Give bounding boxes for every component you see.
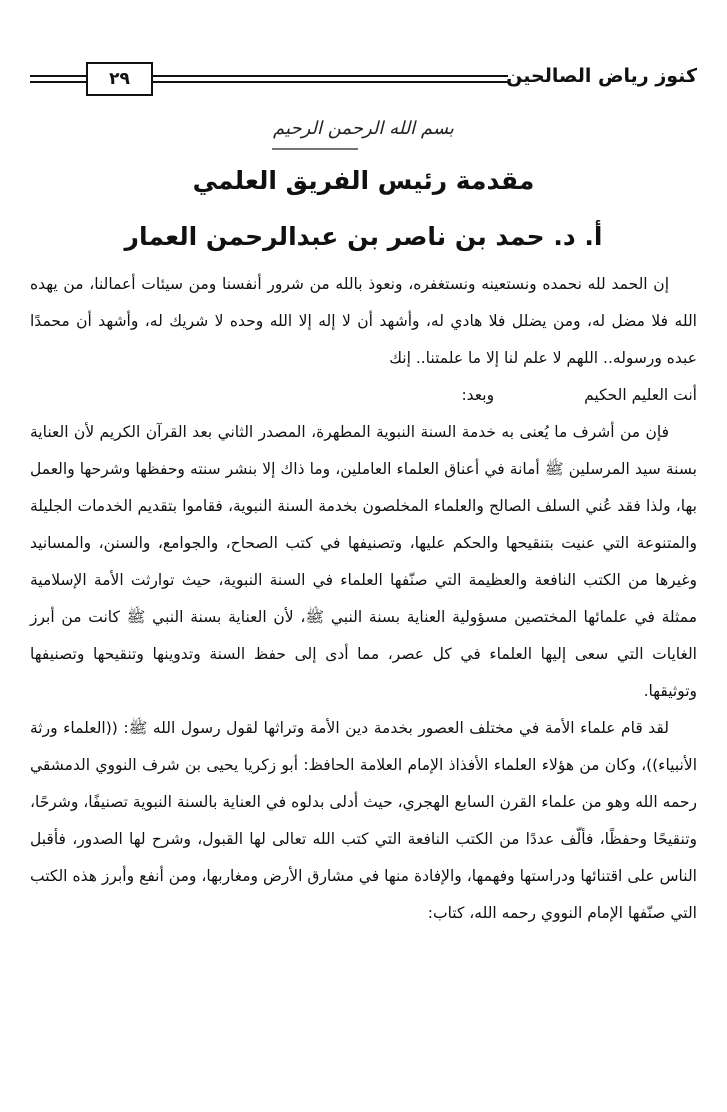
paragraph-sunnah-service: فإن من أشرف ما يُعنى به خدمة السنة النبوية المطهرة، المصدر الثاني بعد القرآن الكريم لأن العناية بسنة سيد المرسلين ﷺ أمانة في أعناق العلماء العاملين، وما ذاك إلا بنشر سنته وحفظها وشرحها والعمل بها، ولذا فقد عُني السلف الصالح والعلماء المخلصون بخدمة السنة النبوية، فقاموا بتقديم الخدمات الجليلة والمتنوعة التي عنيت بتنقيحها والحكم عليها، وتصنيفها في كتب الصحاح، والجوامع، والسنن، والمسانيد وغيرها من الكتب النافعة والعظيمة التي صنّفها العلماء في السنة النبوية، حيث توارثت الأمة الإسلامية ممثلة في علمائها المختصين مسؤولية العناية بسنة النبي ﷺ، لأن العناية بسنة النبي ﷺ كانت من أبرز الغايات التي سعى إليها العلماء في كل عصر، مما أدى إلى حفظ السنة وتدوينها وتنقيحها وتصنيفها وتوثيقها. bbox=[30, 423, 697, 700]
author-line: أ. د. حمد بن ناصر بن عبدالرحمن العمار bbox=[124, 222, 603, 251]
body-text bbox=[30, 266, 697, 932]
running-header-title: كنوز رياض الصالحين bbox=[506, 65, 697, 87]
section-title: مقدمة رئيس الفريق العلمي bbox=[192, 166, 535, 195]
wa-bad-phrase: وبعد: bbox=[461, 386, 495, 404]
paragraph-closing-line bbox=[30, 377, 697, 414]
header-rule-right bbox=[153, 75, 508, 83]
page-number: ٢٩ bbox=[86, 62, 153, 96]
basmala-flourish bbox=[272, 146, 358, 152]
basmala: بسم الله الرحمن الرحيم bbox=[273, 118, 454, 139]
paragraph-scholars: لقد قام علماء الأمة في مختلف العصور بخدمة دين الأمة وتراثها لقول رسول الله ﷺ: ((العلماء ورثة الأنبياء))، وكان من هؤلاء العلماء الأفذاذ الإمام العلامة الحافظ: أبو زكريا يحيى بن شرف النووي الدمشقي رحمه الله وهو من علماء القرن السابع الهجري، حيث أدلى بدلوه في العناية بالسنة النبوية تصنيفًا، وشرحًا، وتنقيحًا وحفظًا، فألّف عددًا من الكتب النافعة التي كتب الله تعالى لها القبول، وشرح لها الصدور، فأقبل الناس على اقتنائها ودراستها وفهمها، والإفادة منها في مشارق الأرض ومغاربها، ومن أنفع وأبرز هذه الكتب التي صنّفها الإمام النووي رحمه الله، كتاب: bbox=[30, 719, 697, 922]
closing-phrase: أنت العليم الحكيم bbox=[584, 386, 697, 404]
header-rule-left bbox=[30, 75, 86, 83]
paragraph-opening: إن الحمد لله نحمده ونستعينه ونستغفره، ونعوذ بالله من شرور أنفسنا ومن سيئات أعمالنا، من يهده الله فلا مضل له، ومن يضلل فلا هادي له، وأشهد أن لا إله إلا الله وحده لا شريك له، وأشهد أن محمدًا عبده ورسوله.. اللهم لا علم لنا إلا ما علمتنا.. إنك bbox=[30, 275, 697, 367]
running-header bbox=[30, 62, 697, 98]
